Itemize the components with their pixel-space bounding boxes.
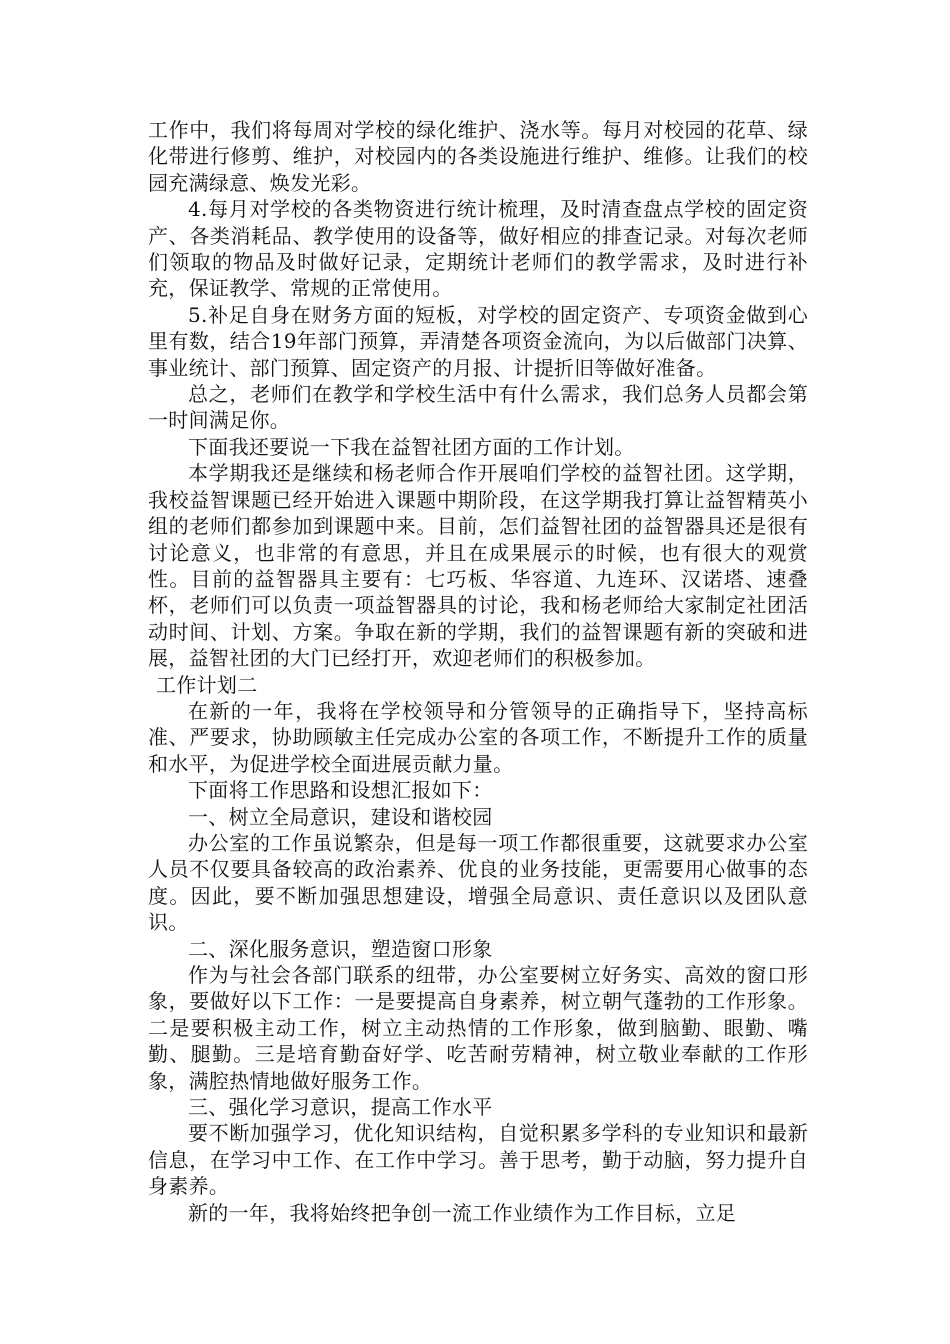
paragraph-report-intro: 下面将工作思路和设想汇报如下： [188, 778, 493, 803]
paragraph-club-plan: 本学期我还是继续和杨老师合作开展咱们学校的益智社团。这学期，我校益智课题已经开始进入课题中期阶段，在这学期我打算让益智精英小组的老师们都参加到课题中来。目前，怎们益智社团的益智器具还是很有讨论意义，也非常的有意思，并且在成果展示的时候，也有很大的观赏性。目前的益智器具主要有：七巧板、华容道、九连环、汉诺塔、速叠杯，老师们可以负责一项益智器具的讨论，我和杨老师给大家制定社团活动时间、计划、方案。争取在新的学期，我们的益智课题有新的突破和进展，益智社团的大门已经打开，欢迎老师们的积极参加。 [148, 461, 808, 671]
paragraph-summary: 总之，老师们在教学和学校生活中有什么需求，我们总务人员都会第一时间满足你。 [148, 382, 808, 433]
paragraph-learning: 要不断加强学习，优化知识结构，自觉积累多学科的专业知识和最新信息，在学习中工作、在工作中学习。善于思考，勤于动脑，努力提升自身素养。 [148, 1121, 808, 1199]
paragraph-new-year-goal: 新的一年，我将始终把争创一流工作业绩作为工作目标，立足 [188, 1200, 737, 1225]
paragraph-item-5-finance: 5.补足自身在财务方面的短板，对学校的固定资产、专项资金做到心里有数，结合19年部门预算，弄清楚各项资金流向，为以后做部门决算、事业统计、部门预算、固定资产的月报、计提折旧等做好准备。 [148, 302, 808, 380]
paragraph-office-work: 办公室的工作虽说繁杂，但是每一项工作都很重要，这就要求办公室人员不仅要具备较高的政治素养、优良的业务技能，更需要用心做事的态度。因此，要不断加强思想建设，增强全局意识、责任意识以及团队意识。 [148, 830, 808, 935]
paragraph-new-year-intro: 在新的一年，我将在学校领导和分管领导的正确指导下，坚持高标准、严要求，协助顾敏主任完成办公室的各项工作，不断提升工作的质量和水平，为促进学校全面进展贡献力量。 [148, 698, 808, 776]
paragraph-club-intro: 下面我还要说一下我在益智社团方面的工作计划。 [188, 434, 635, 459]
subheading-overall-awareness: 一、树立全局意识，建设和谐校园 [188, 804, 493, 829]
document-page [148, 117, 808, 1226]
subheading-learning-awareness: 三、强化学习意识，提高工作水平 [188, 1095, 493, 1120]
paragraph-window-image: 作为与社会各部门联系的纽带，办公室要树立好务实、高效的窗口形象，要做好以下工作：一是要提高自身素养，树立朝气蓬勃的工作形象。二是要积极主动工作，树立主动热情的工作形象，做到脑勤、眼勤、嘴勤、腿勤。三是培育勤奋好学、吃苦耐劳精神，树立敬业奉献的工作形象，满腔热情地做好服务工作。 [148, 963, 808, 1093]
paragraph-greening-continued: 工作中，我们将每周对学校的绿化维护、浇水等。每月对校园的花草、绿化带进行修剪、维护，对校园内的各类设施进行维护、维修。让我们的校园充满绿意、焕发光彩。 [148, 118, 808, 195]
paragraph-item-4-materials: 4.每月对学校的各类物资进行统计梳理，及时清查盘点学校的固定资产、各类消耗品、教学使用的设备等，做好相应的排查记录。对每次老师们领取的物品及时做好记录，定期统计老师们的教学需求，及时进行补充，保证教学、常规的正常使用。 [148, 197, 808, 301]
section-heading-plan-two: 工作计划二 [156, 672, 258, 697]
subheading-service-awareness: 二、深化服务意识，塑造窗口形象 [188, 936, 493, 961]
